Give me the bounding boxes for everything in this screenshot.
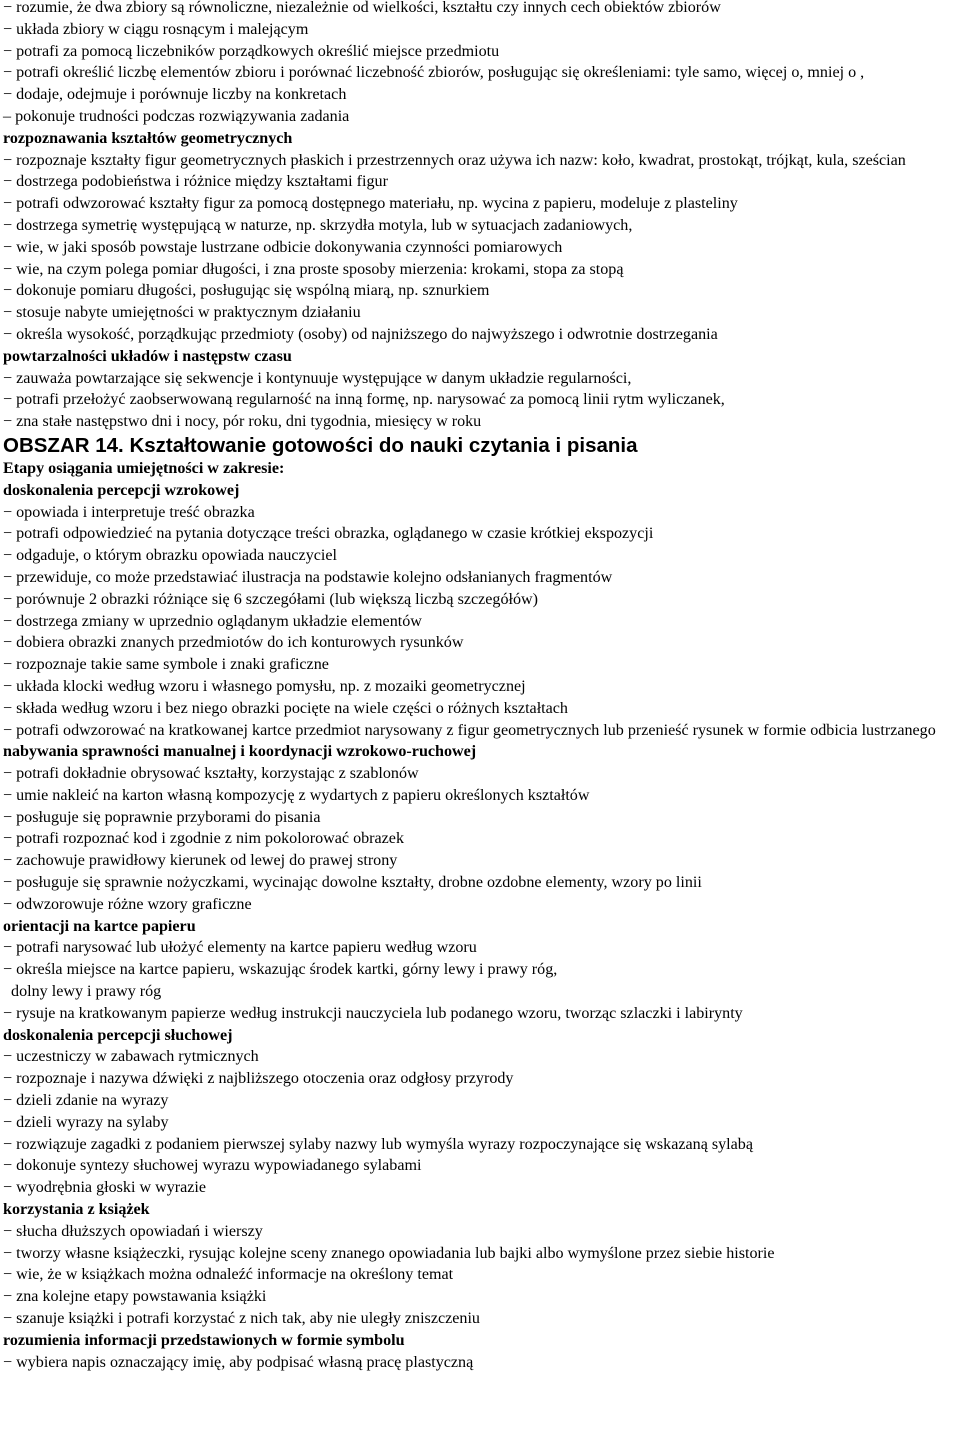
list-item: − zauważa powtarzające się sekwencje i kontynuuje występujące w danym układzie regularności,	[3, 369, 632, 387]
list-item: − potrafi odpowiedzieć na pytania dotyczące treści obrazka, oglądanego w czasie krótkiej ekspozycji	[3, 525, 654, 543]
section-heading: OBSZAR 14. Kształtowanie gotowości do nauki czytania i pisania	[3, 433, 638, 457]
list-item: − umie nakleić na karton własną kompozycję z wydartych z papieru określonych kształtów	[3, 786, 590, 804]
list-item: − rysuje na kratkowanym papierze według instrukcji nauczyciela lub podanego wzoru, tworząc szlaczki i labirynty	[3, 1004, 743, 1022]
list-item: − posługuje się sprawnie nożyczkami, wycinając dowolne kształty, drobne ozdobne elementy, wzory po linii	[3, 874, 702, 892]
list-item: − zna kolejne etapy powstawania książki	[3, 1288, 267, 1306]
list-item: − dokonuje syntezy słuchowej wyrazu wypowiadanego sylabami	[3, 1157, 422, 1175]
list-item: dolny lewy i prawy róg	[3, 983, 162, 1001]
list-item: − odgaduje, o którym obrazku opowiada nauczyciel	[3, 547, 337, 565]
list-item: − wybiera napis oznaczający imię, aby podpisać własną pracę plastyczną	[3, 1353, 474, 1371]
list-item: − wyodrębnia głoski w wyrazie	[3, 1179, 207, 1197]
list-item: − dzieli zdanie na wyrazy	[3, 1092, 169, 1110]
document-page	[3, 0, 955, 1373]
list-item: − słucha dłuższych opowiadań i wierszy	[3, 1222, 263, 1240]
list-item: − odwzorowuje różne wzory graficzne	[3, 895, 252, 913]
list-item: − dobiera obrazki znanych przedmiotów do ich konturowych rysunków	[3, 634, 464, 652]
list-item: − rozumie, że dwa zbiory są równoliczne, niezależnie od wielkości, kształtu czy innych cech obiektów zbiorów	[3, 0, 721, 16]
list-item: − potrafi określić liczbę elementów zbioru i porównać liczebność zbiorów, posługując się określeniami: tyle samo, więcej o, mniej o ,	[3, 64, 865, 82]
list-item: − zna stałe następstwo dni i nocy, pór roku, dni tygodnia, miesięcy w roku	[3, 413, 482, 431]
list-item: − szanuje książki i potrafi korzystać z nich tak, aby nie uległy zniszczeniu	[3, 1310, 480, 1328]
list-item: − potrafi narysować lub ułożyć elementy na kartce papieru według wzoru	[3, 939, 477, 957]
list-item: – pokonuje trudności podczas rozwiązywania zadania	[3, 107, 350, 125]
list-item: − dostrzega podobieństwa i różnice między kształtami figur	[3, 173, 388, 191]
list-item: − stosuje nabyte umiejętności w praktycznym działaniu	[3, 304, 361, 322]
subsection-heading: korzystania z książek	[3, 1201, 150, 1219]
list-item: − wie, że w książkach można odnaleźć informacje na określony temat	[3, 1266, 454, 1284]
list-item: − określa wysokość, porządkując przedmioty (osoby) od najniższego do najwyższego i odwrotnie dostrzegania	[3, 325, 718, 343]
list-item: − potrafi za pomocą liczebników porządkowych określić miejsce przedmiotu	[3, 42, 500, 60]
list-item: − porównuje 2 obrazki różniące się 6 szczegółami (lub większą liczbą szczegółów)	[3, 590, 539, 608]
list-item: − dodaje, odejmuje i porównuje liczby na konkretach	[3, 86, 347, 104]
list-item: − rozpoznaje kształty figur geometrycznych płaskich i przestrzennych oraz używa ich nazw: koło, kwadrat, prostokąt, trójkąt, kula, sześcian	[3, 151, 906, 169]
list-item: − potrafi odwzorować na kratkowanej kartce przedmiot narysowany z figur geometrycznych lub przenieść rysunek w formie odbicia lustrzanego	[3, 721, 936, 739]
subsection-heading: rozumienia informacji przedstawionych w formie symbolu	[3, 1331, 405, 1349]
list-item: − dokonuje pomiaru długości, posługując się wspólną miarą, np. sznurkiem	[3, 282, 490, 300]
subsection-heading: powtarzalności układów i następstw czasu	[3, 347, 292, 365]
list-item: − uczestniczy w zabawach rytmicznych	[3, 1048, 259, 1066]
list-item: − wie, na czym polega pomiar długości, i zna proste sposoby mierzenia: krokami, stopa za stopą	[3, 260, 624, 278]
list-item: − posługuje się poprawnie przyborami do pisania	[3, 808, 321, 826]
list-item: − rozwiązuje zagadki z podaniem pierwszej sylaby nazwy lub wymyśla wyrazy rozpoczynające się wskazaną sylabą	[3, 1135, 753, 1153]
list-item: − układa zbiory w ciągu rosnącym i malejącym	[3, 20, 309, 38]
subsection-heading: nabywania sprawności manualnej i koordynacji wzrokowo-ruchowej	[3, 743, 477, 761]
list-item: − wie, w jaki sposób powstaje lustrzane odbicie dokonywania czynności pomiarowych	[3, 238, 563, 256]
list-item: − potrafi przełożyć zaobserwowaną regularność na inną formę, np. narysować za pomocą linii rytm wyliczanek,	[3, 391, 725, 409]
list-item: − potrafi rozpoznać kod i zgodnie z nim pokolorować obrazek	[3, 830, 404, 848]
list-item: − tworzy własne książeczki, rysując kolejne sceny znanego opowiadania lub bajki albo wymyślone przez siebie historie	[3, 1244, 775, 1262]
list-item: − potrafi odwzorować kształty figur za pomocą dostępnego materiału, np. wycina z papieru, modeluje z plasteliny	[3, 195, 738, 213]
list-item: − dzieli wyrazy na sylaby	[3, 1113, 169, 1131]
list-item: − przewiduje, co może przedstawiać ilustracja na podstawie kolejno odsłanianych fragmentów	[3, 568, 613, 586]
subsection-heading: rozpoznawania kształtów geometrycznych	[3, 129, 293, 147]
subsection-heading: doskonalenia percepcji wzrokowej	[3, 481, 240, 499]
list-item: − określa miejsce na kartce papieru, wskazując środek kartki, górny lewy i prawy róg,	[3, 961, 558, 979]
list-item: − rozpoznaje i nazywa dźwięki z najbliższego otoczenia oraz odgłosy przyrody	[3, 1070, 514, 1088]
list-item: − potrafi dokładnie obrysować kształty, korzystając z szablonów	[3, 765, 419, 783]
subsection-heading: doskonalenia percepcji słuchowej	[3, 1026, 233, 1044]
list-item: − składa według wzoru i bez niego obrazki pocięte na wiele części o różnych kształtach	[3, 699, 568, 717]
list-item: − dostrzega zmiany w uprzednio oglądanym układzie elementów	[3, 612, 422, 630]
list-item: − dostrzega symetrię występującą w naturze, np. skrzydła motyla, lub w sytuacjach zadaniowych,	[3, 216, 633, 234]
subsection-heading: orientacji na kartce papieru	[3, 917, 196, 935]
list-item: − układa klocki według wzoru i własnego pomysłu, np. z mozaiki geometrycznej	[3, 677, 526, 695]
subsection-heading: Etapy osiągania umiejętności w zakresie:	[3, 459, 285, 477]
list-item: − zachowuje prawidłowy kierunek od lewej do prawej strony	[3, 852, 398, 870]
list-item: − opowiada i interpretuje treść obrazka	[3, 503, 255, 521]
list-item: − rozpoznaje takie same symbole i znaki graficzne	[3, 656, 329, 674]
